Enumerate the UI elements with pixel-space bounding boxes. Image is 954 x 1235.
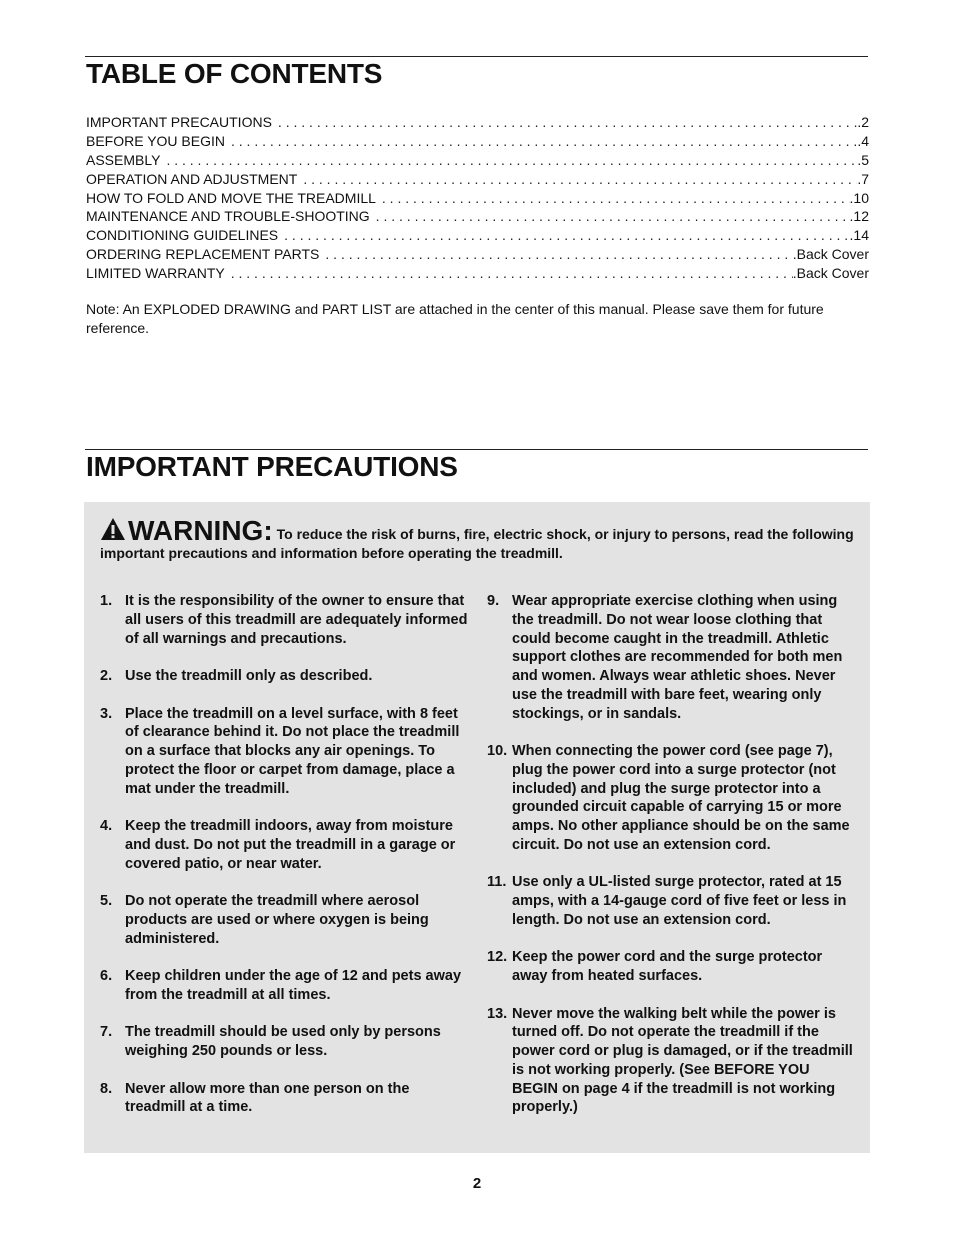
toc-leader-dots [325,246,792,262]
toc-entry[interactable] [86,114,869,133]
item-text: Never move the walking belt while the power is turned off. Do not operate the treadmill if the power cord or plug is damaged, or if the treadmill is not working properly. (See BEFORE YOU BEGIN on page 4 if the treadmill is not working properly.) [512,1005,853,1116]
list-item [100,817,470,873]
item-text: Use only a UL-listed surge protector, rated at 15 amps, with a 14-gauge cord of five feet or less in length. Do not use an extension cord. [512,874,847,928]
warning-statement [100,517,860,563]
toc-leader-dots [284,227,849,243]
list-item [100,592,470,648]
toc-leader-dots [303,171,857,187]
toc-entry-page: .10 [849,189,869,206]
item-number: 6. [100,968,113,984]
toc-entry[interactable] [86,227,869,246]
item-number: 1. [100,593,113,609]
item-number: 11. [487,874,507,891]
item-text: Keep the power cord and the surge protector away from heated surfaces. [512,949,823,984]
list-item [487,592,859,723]
toc-leader-dots [376,208,850,224]
toc-entry[interactable] [86,171,869,190]
item-text: Keep the treadmill indoors, away from moisture and dust. Do not put the treadmill in a garage or covered patio, or near water. [125,818,456,872]
list-item [100,967,470,1005]
toc-entry-page: .2 [857,114,869,130]
toc-entry-title: LIMITED WARRANTY [86,265,225,282]
toc-entry-page: .14 [849,227,869,244]
item-number: 2. [100,668,113,684]
toc-entry[interactable] [86,133,869,152]
toc-entry-page: .7 [857,170,869,187]
toc-entry-title: MAINTENANCE AND TROUBLE-SHOOTING [86,208,370,225]
item-text: The treadmill should be used only by persons weighing 250 pounds or less. [125,1024,441,1059]
list-item [487,1005,859,1118]
toc-entry-title: IMPORTANT PRECAUTIONS [86,114,272,130]
precautions-list-right [487,592,859,1136]
item-text: When connecting the power cord (see page 7), plug the power cord into a surge protector (not included) and plug the surge protector into a grounded circuit capable of carrying 15 or more amps. No other appliance should be on the same circuit. Do not use an extension cord. [512,743,850,853]
toc-entry-title: CONDITIONING GUIDELINES [86,227,279,244]
toc-entry[interactable] [86,246,869,265]
toc-entry[interactable] [86,208,869,227]
toc-entry-title: OPERATION AND ADJUSTMENT [86,170,298,187]
toc-leader-dots [231,133,857,149]
list-item [100,1023,470,1061]
toc-entry-page: .12 [849,208,869,225]
precautions-heading: IMPORTANT PRECAUTIONS [86,451,458,482]
item-text: Wear appropriate exercise clothing when using the treadmill. Do not wear loose clothing that could become caught in the treadmill. Athletic support clothes are recommended for both men and women. Always wear athletic shoes. Never use the treadmill with bare feet, wearing only stockings, or in sandals. [512,593,843,722]
warning-triangle-icon [100,517,126,541]
toc-entry-page: .Back Cover [792,265,869,282]
item-text: It is the responsibility of the owner to ensure that all users of this treadmill are adequately informed of all warnings and precautions. [125,593,468,647]
item-number: 8. [100,1080,113,1097]
list-item [100,1080,470,1118]
toc-leader-dots [166,152,857,168]
list-item [100,705,470,799]
toc-entry-page: .Back Cover [792,246,869,263]
toc-leader-dots [231,265,793,281]
precautions-list-left [100,592,470,1136]
item-text: Use the treadmill only as described. [125,668,373,684]
toc-entry[interactable] [86,190,869,209]
toc-entry-title: HOW TO FOLD AND MOVE THE TREADMILL [86,189,376,206]
toc-entry-title: ASSEMBLY [86,151,161,168]
list-item [487,948,859,986]
toc-leader-dots [382,190,850,206]
toc-entry[interactable] [86,152,869,171]
item-text: Keep children under the age of 12 and pets away from the treadmill at all times. [125,968,462,1003]
list-item [487,873,859,929]
item-number: 4. [100,818,113,834]
precautions-top-rule [85,449,868,450]
toc-entry-page: .5 [857,151,869,168]
toc-list [86,114,869,284]
toc-entry[interactable] [86,265,869,284]
list-item [100,892,470,948]
item-number: 10. [487,743,508,759]
toc-top-rule [85,56,868,57]
item-number: 13. [487,1005,508,1022]
item-number: 3. [100,705,113,722]
item-number: 7. [100,1024,113,1041]
item-number: 12. [487,949,508,966]
toc-note: Note: An EXPLODED DRAWING and PART LIST are attached in the center of this manual. Please save them for future reference. [86,301,824,336]
item-number: 9. [487,593,500,609]
item-number: 5. [100,893,113,909]
page-number: 2 [472,1175,482,1192]
toc-heading: TABLE OF CONTENTS [86,58,383,89]
item-text: Do not operate the treadmill where aerosol products are used or where oxygen is being administered. [125,893,429,947]
toc-entry-page: .4 [857,132,869,149]
toc-leader-dots [278,114,857,130]
warning-label: WARNING: [128,515,273,546]
list-item [100,667,470,686]
list-item [487,742,859,855]
item-text: Place the treadmill on a level surface, with 8 feet of clearance behind it. Do not place the treadmill on a surface that blocks any air openings. To protect the floor or carpet from damage, place a mat under the treadmill. [125,705,460,797]
warning-text: To reduce the risk of burns, fire, electric shock, or injury to persons, read the following important precautions and information before operating the treadmill. [100,526,854,561]
item-text: Never allow more than one person on the treadmill at a time. [125,1080,410,1116]
toc-entry-title: BEFORE YOU BEGIN [86,132,225,149]
toc-entry-title: ORDERING REPLACEMENT PARTS [86,246,320,263]
